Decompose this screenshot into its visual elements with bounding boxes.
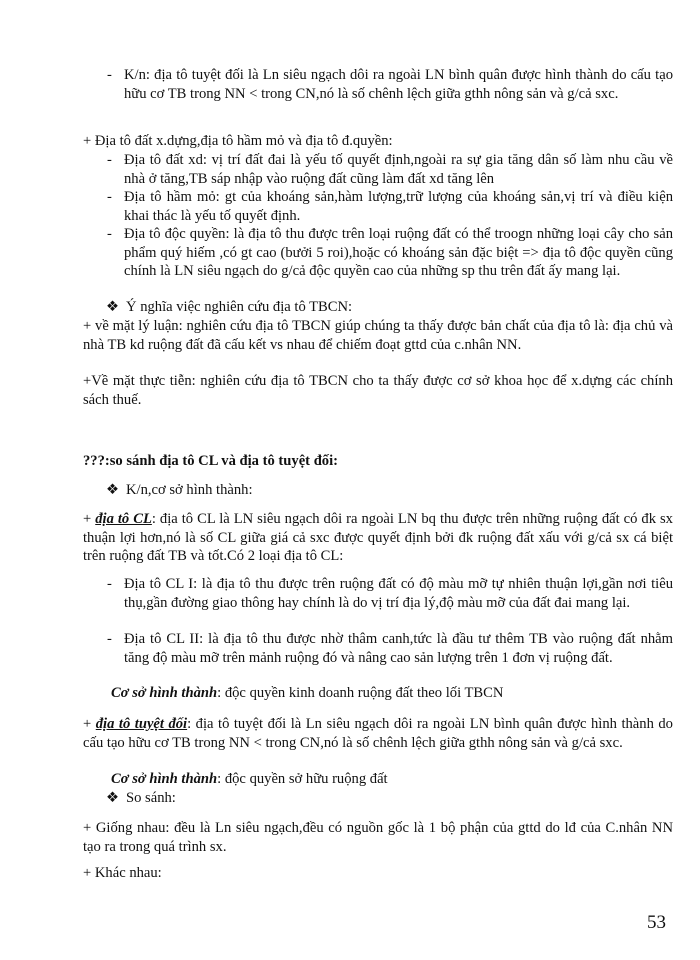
definition-text: địa tô tuyệt đối là Ln siêu ngạch dôi ra ngoài LN bình quân được hình thành do cấu tạo hữu cơ TB trong NN < trong CN,nó là số chênh lệch giữa gthh nông sản và g/cả sxc. [83, 716, 673, 751]
bullet-text: So sánh: [126, 790, 176, 806]
bullet-text: Ý nghĩa việc nghiên cứu địa tô TBCN: [126, 299, 353, 315]
basis-label: Cơ sở hình thành [111, 685, 218, 701]
paragraph-differences: + Khác nhau: [83, 865, 162, 881]
paragraph-theory: + về mặt lý luận: nghiên cứu địa tô TBCN giúp chúng ta thấy được bản chất của địa tô là: địa chủ và nhà TB kd ruộng đất đã cấu kết vs nhau để chiếm đoạt gttd của c.nhân NN. [83, 318, 673, 353]
list-item-monopoly-rent [107, 225, 673, 281]
list-item-differential-rent-1 [107, 575, 673, 612]
basis-text: : độc quyền sở hữu ruộng đất [217, 771, 388, 787]
prefix: + [83, 716, 96, 732]
list-dash: - [107, 576, 112, 592]
diamond-bullet-icon: ❖ [106, 790, 120, 806]
list-dash: - [107, 189, 112, 205]
basis-absolute-rent [111, 770, 388, 789]
list-dash: - [107, 631, 112, 647]
term-absolute-rent: địa tô tuyệt đối [95, 716, 188, 732]
paragraph-absolute-rent [83, 715, 673, 752]
paragraph-similarities: + Giống nhau: đều là Ln siêu ngạch,đều có nguồn gốc là 1 bộ phận của gttd do lđ của C.nhân NN tạo ra trong quá trình sx. [83, 820, 673, 855]
basis-label: Cơ sở hình thành [111, 771, 218, 787]
basis-differential-rent [111, 684, 503, 703]
question-title-text: ???:so sánh địa tô CL và địa tô tuyệt đối: [83, 453, 339, 469]
diamond-bullet-icon: ❖ [106, 299, 120, 315]
list-item-mining-rent [107, 188, 673, 225]
list-item-differential-rent-2 [107, 630, 673, 667]
section-heading-rent-types: + Địa tô đất x.dựng,địa tô hầm mỏ và địa tô đ.quyền: [83, 133, 393, 149]
bullet-significance [106, 298, 352, 317]
list-item-text: Địa tô hầm mỏ: gt của khoáng sản,hàm lượng,trữ lượng của khoáng sản,vị trí và điều kiện khai thác là yếu tố quyết định. [124, 189, 673, 224]
list-dash: - [107, 67, 112, 83]
paragraph-differential-rent [83, 510, 673, 566]
list-item-text: Địa tô CL II: là địa tô thu được nhờ thâm canh,tức là đầu tư thêm TB vào ruộng đất nhằm tăng độ màu mỡ trên mảnh ruộng đó và nâng cao sản lượng trên 1 đơn vị ruộng đất. [124, 631, 673, 666]
definition-text: địa tô CL là LN siêu ngạch dôi ra ngoài LN bq thu được trên những ruộng đất có đk sx thuận lợi hơn,nó là số CL giữa giá cả sxc được quyết định bởi đk ruộng đất xấu với g/cả sx cá biệt trên ruộng đất TB và tốt.Có 2 loại địa tô CL: [83, 511, 673, 565]
diamond-bullet-icon: ❖ [106, 482, 120, 498]
question-title [83, 452, 673, 471]
basis-text: : độc quyền kinh doanh ruộng đất theo lối TBCN [217, 685, 504, 701]
list-item-knowledge-absolute-rent [107, 66, 673, 103]
list-item-text: Địa tô đất xd: vị trí đất đai là yếu tố quyết định,ngoài ra sự gia tăng dân số làm nhu cầu về nhà ở tăng,TB sáp nhập vào ruộng đất cũng làm đất xd tăng lên [124, 152, 673, 187]
bullet-text: K/n,cơ sở hình thành: [126, 482, 253, 498]
term-differential-rent: địa tô CL [95, 511, 152, 527]
list-dash: - [107, 152, 112, 168]
page-number: 53 [647, 912, 666, 933]
bullet-definition-basis [106, 481, 253, 500]
list-item-construction-rent [107, 151, 673, 188]
term-colon: : [187, 716, 192, 732]
list-item-text: K/n: địa tô tuyệt đối là Ln siêu ngạch dôi ra ngoài LN bình quân được hình thành do cấu tạo hữu cơ TB trong NN < trong CN,nó là số chênh lệch giữa gthh nông sản và g/cả sxc. [124, 67, 673, 102]
list-item-text: Địa tô CL I: là địa tô thu được trên ruộng đất có độ màu mỡ tự nhiên thuận lợi,gần nơi tiêu thụ,gần đường giao thông hay chính là do vị trí địa lý,độ màu mỡ của đất đai mang lại. [124, 576, 673, 611]
list-item-text: Địa tô độc quyền: là địa tô thu được trên loại ruộng đất có thể troogn những loại cây cho sản phẩm quý hiếm ,có gt cao (bưởi 5 roi),hoặc có khoáng sản đặc biệt => địa tô độc quyền cũng chính là LN siêu ngạch do g/cả độc quyền cao của những sp thu trên đất ấy mang lại. [124, 226, 673, 280]
list-dash: - [107, 226, 112, 242]
term-colon: : [151, 511, 156, 527]
bullet-comparison [106, 789, 176, 808]
paragraph-practice: +Về mặt thực tiễn: nghiên cứu địa tô TBCN cho ta thấy được cơ sở khoa học để x.dựng các chính sách thuế. [83, 373, 673, 408]
prefix: + [83, 511, 96, 527]
